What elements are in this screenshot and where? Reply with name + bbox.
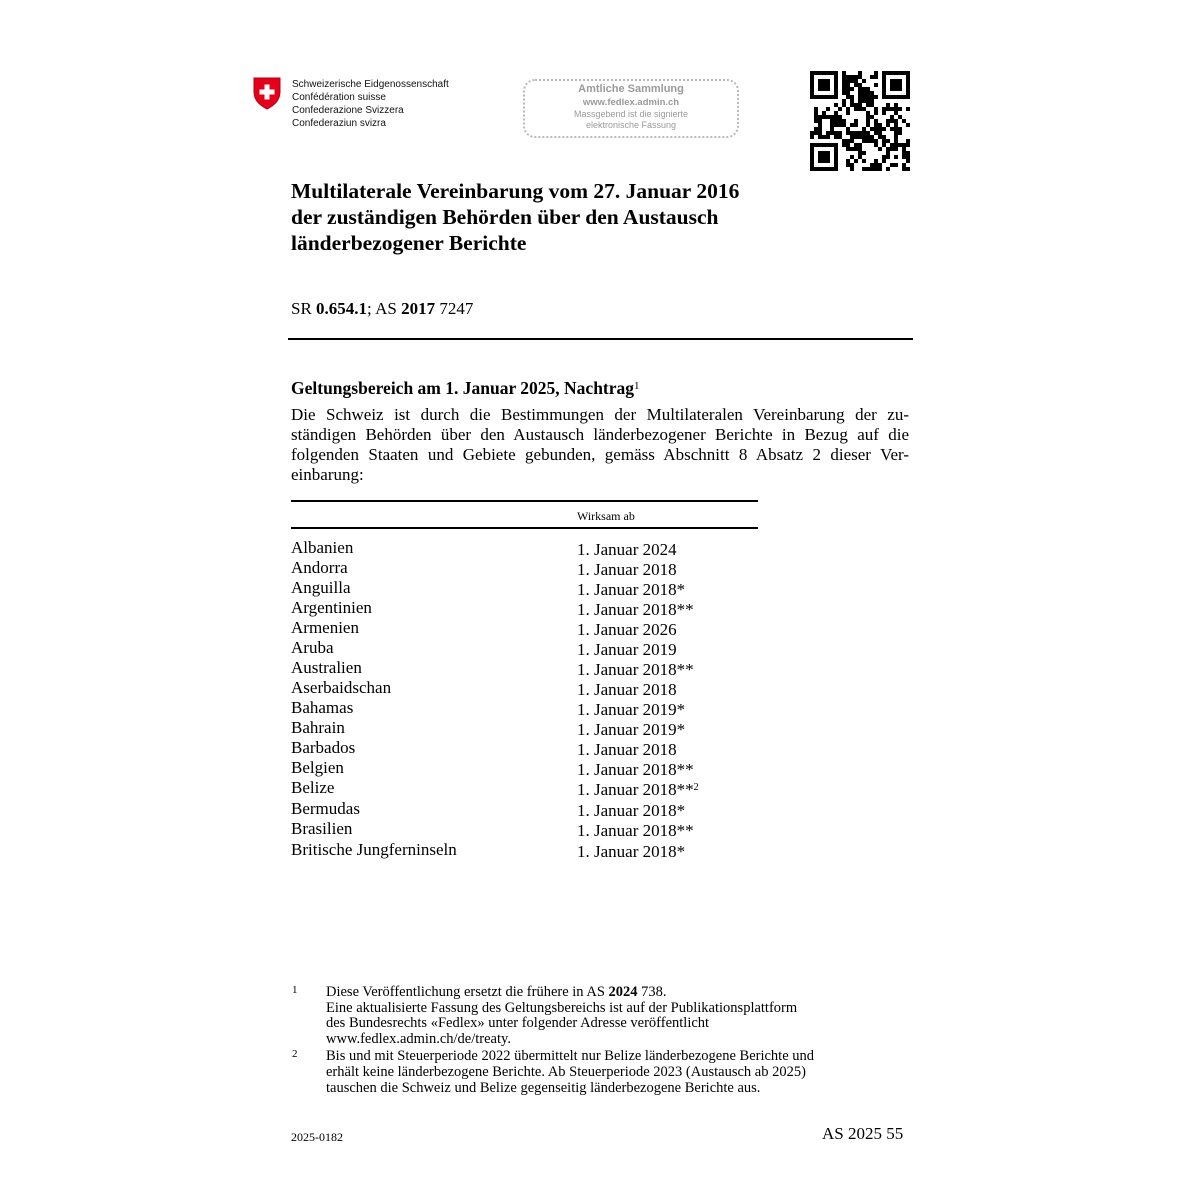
table-row bbox=[291, 538, 811, 558]
page-reference: AS 2025 55 bbox=[822, 1124, 904, 1143]
title-divider bbox=[288, 338, 913, 340]
date-cell: 1. Januar 2018** bbox=[577, 600, 694, 619]
footnote-1-link[interactable]: www.fedlex.admin.ch/de/treaty. bbox=[326, 1031, 511, 1047]
table-row bbox=[291, 698, 811, 718]
swiss-coat-of-arms-icon bbox=[253, 77, 281, 110]
country-cell: Anguilla bbox=[291, 578, 351, 597]
country-cell: Britische Jungferninseln bbox=[291, 840, 457, 859]
date-cell: 1. Januar 2018** bbox=[577, 760, 694, 779]
table-row bbox=[291, 758, 811, 778]
country-cell: Brasilien bbox=[291, 819, 353, 838]
sr-reference bbox=[291, 298, 473, 320]
date-cell: 1. Januar 2024 bbox=[577, 540, 677, 559]
country-cell: Argentinien bbox=[291, 598, 372, 617]
as-page: 7247 bbox=[435, 299, 474, 318]
stamp-note-line2: elektronische Fassung bbox=[585, 120, 677, 130]
section-heading-text: Geltungsbereich am 1. Januar 2025, Nachtrag bbox=[291, 378, 635, 398]
date-cell: 1. Januar 2018* bbox=[577, 842, 686, 861]
country-cell: Andorra bbox=[291, 558, 348, 577]
intro-line-4: einbarung: bbox=[291, 465, 364, 484]
qr-code-icon bbox=[810, 71, 910, 171]
country-cell: Barbados bbox=[291, 738, 356, 757]
date-cell: 1. Januar 2019* bbox=[577, 720, 686, 739]
document-title-line3: länderbezogener Berichte bbox=[291, 231, 527, 255]
table-row bbox=[291, 840, 811, 860]
confederation-name-de: Schweizerische Eidgenossenschaft bbox=[292, 79, 449, 90]
footnote-1-line2: Eine aktualisierte Fassung des Geltungsbereichs ist auf der Publikationsplattform bbox=[326, 1000, 798, 1016]
section-heading bbox=[291, 375, 640, 399]
table-top-rule bbox=[291, 500, 758, 502]
country-cell: Bermudas bbox=[291, 799, 360, 818]
country-cell: Bahamas bbox=[291, 698, 354, 717]
confederation-name-it: Confederazione Svizzera bbox=[292, 105, 404, 116]
date-cell: 1. Januar 2018**$^2$ bbox=[577, 780, 699, 799]
table-row bbox=[291, 718, 811, 738]
country-cell: Belize bbox=[291, 778, 335, 797]
country-cell: Australien bbox=[291, 658, 362, 677]
date-cell: 1. Januar 2018* bbox=[577, 580, 686, 599]
table-row bbox=[291, 658, 811, 678]
confederation-name-rm: Confederaziun svizra bbox=[292, 118, 386, 129]
sr-prefix: SR bbox=[291, 299, 317, 318]
table-row bbox=[291, 638, 811, 658]
as-prefix: ; AS bbox=[367, 299, 402, 318]
date-cell: 1. Januar 2018** bbox=[577, 821, 694, 840]
official-collection-stamp bbox=[523, 79, 739, 138]
sr-number: 0.654.1 bbox=[316, 299, 368, 318]
country-cell: Belgien bbox=[291, 758, 344, 777]
footnote-2-line2: erhält keine länderbezogene Berichte. Ab Steuerperiode 2023 (Austausch ab 2025) bbox=[326, 1064, 806, 1080]
table-row bbox=[291, 578, 811, 598]
intro-line-1: Die Schweiz ist durch die Bestimmungen der Multilateralen Vereinbarung der zu- bbox=[291, 405, 909, 424]
footnote-1-line1: Diese Veröffentlichung ersetzt die frühere in AS 2024 738. bbox=[326, 984, 667, 1000]
table-row bbox=[291, 738, 811, 758]
date-cell: 1. Januar 2019 bbox=[577, 640, 677, 659]
table-row bbox=[291, 819, 811, 839]
country-cell: Aserbaidschan bbox=[291, 678, 392, 697]
document-number: 2025-0182 bbox=[291, 1130, 343, 1144]
date-cell: 1. Januar 2018* bbox=[577, 801, 686, 820]
footnote-ref-1[interactable]: 1 bbox=[634, 380, 640, 392]
stamp-url: www.fedlex.admin.ch bbox=[582, 97, 680, 108]
footnote-1-number: 1 bbox=[292, 984, 298, 996]
stamp-note-line1: Massgebend ist die signierte bbox=[573, 109, 689, 119]
as-year: 2017 bbox=[401, 299, 436, 318]
date-cell: 1. Januar 2019* bbox=[577, 700, 686, 719]
date-cell: 1. Januar 2018** bbox=[577, 660, 694, 679]
footnote-2-number: 2 bbox=[292, 1048, 298, 1060]
document-title-line1: Multilaterale Vereinbarung vom 27. Januar 2016 bbox=[291, 179, 740, 203]
footnote-2-line3: tauschen die Schweiz und Belize gegenseitig länderbezogene Berichte aus. bbox=[326, 1080, 761, 1096]
country-cell: Albanien bbox=[291, 538, 354, 557]
table-header-rule bbox=[291, 527, 758, 529]
date-cell: 1. Januar 2018 bbox=[577, 560, 677, 579]
intro-line-2: ständigen Behörden über den Austausch länderbezogener Berichte in Bezug auf die bbox=[291, 425, 909, 444]
table-row bbox=[291, 598, 811, 618]
date-cell: 1. Januar 2026 bbox=[577, 620, 677, 639]
stamp-title: Amtliche Sammlung bbox=[578, 83, 684, 95]
table-row bbox=[291, 799, 811, 819]
country-cell: Bahrain bbox=[291, 718, 345, 737]
table-row bbox=[291, 678, 811, 698]
table-row bbox=[291, 618, 811, 638]
column-header-effective-from: Wirksam ab bbox=[577, 509, 635, 523]
confederation-name-fr: Confédération suisse bbox=[292, 92, 386, 103]
table-row bbox=[291, 778, 811, 798]
country-cell: Aruba bbox=[291, 638, 334, 657]
footnote-2-line1: Bis und mit Steuerperiode 2022 übermittelt nur Belize länderbezogene Berichte und bbox=[326, 1048, 815, 1064]
date-cell: 1. Januar 2018 bbox=[577, 680, 677, 699]
intro-line-3: folgenden Staaten und Gebiete gebunden, gemäss Abschnitt 8 Absatz 2 dieser Ver- bbox=[291, 445, 909, 464]
table-row bbox=[291, 558, 811, 578]
document-title-line2: der zuständigen Behörden über den Austausch bbox=[291, 205, 719, 229]
date-cell: 1. Januar 2018 bbox=[577, 740, 677, 759]
footnote-ref-2[interactable]: 2 bbox=[693, 782, 699, 793]
footnote-1-line3: des Bundesrechts «Fedlex» unter folgender Adresse veröffentlicht bbox=[326, 1015, 710, 1031]
country-cell: Armenien bbox=[291, 618, 359, 637]
